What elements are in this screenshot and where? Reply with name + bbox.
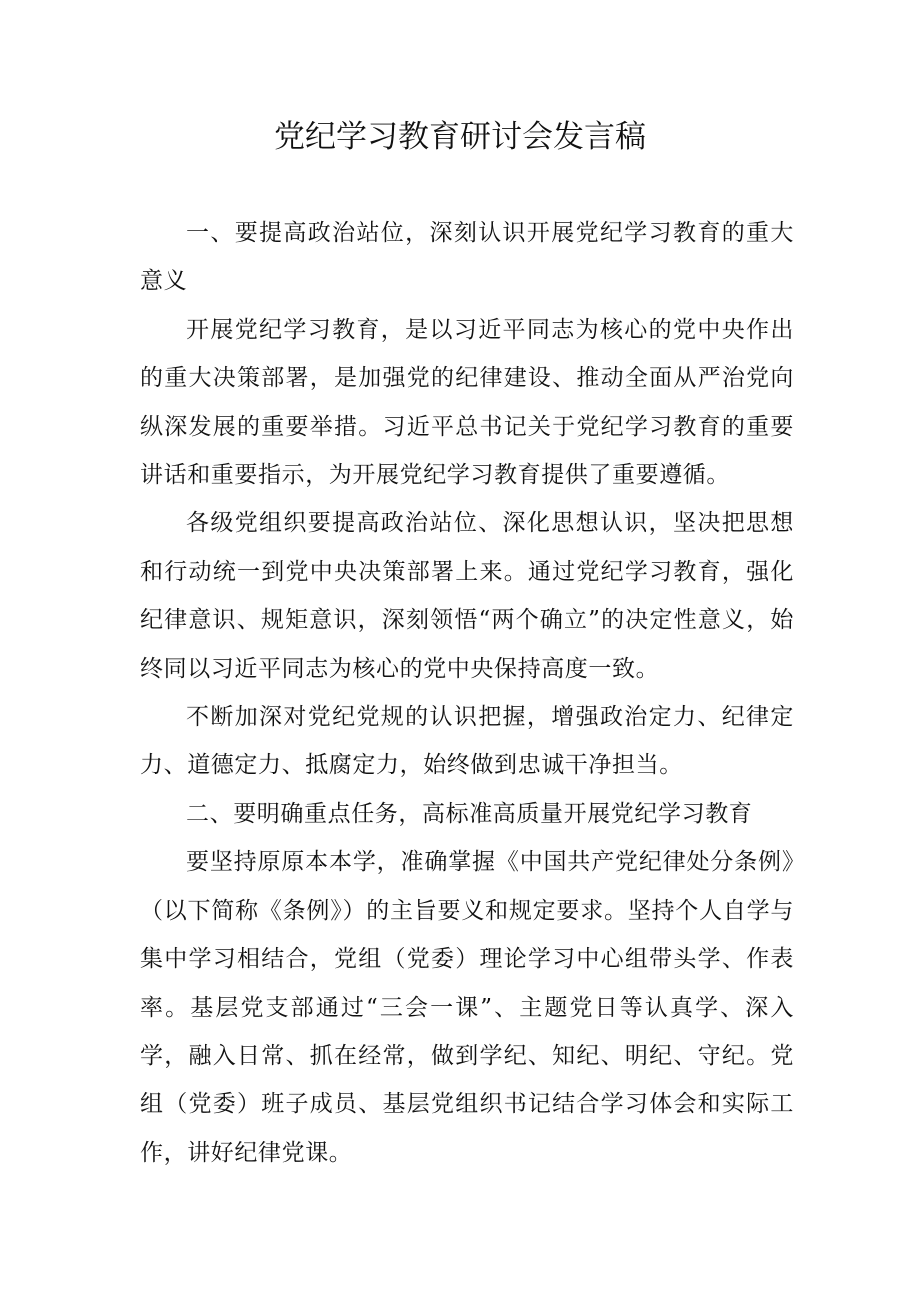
paragraph-4: 要坚持原原本本学，准确掌握《中国共产党纪律处分条例》（以下简称《条例》）的主旨要义和规定要求。坚持个人自学与集中学习相结合，党组（党委）理论学习中心组带头学、作表率。基层党支部通过“三会一课”、主题党日等认真学、深入学，融入日常、抓在经常，做到学纪、知纪、明纪、守纪。党组（党委）班子成员、基层党组织书记结合学习体会和实际工作，讲好纪律党课。 <box>140 849 794 1166</box>
section-heading-1: 一、要提高政治站位，深刻认识开展党纪学习教育的重大意义 <box>140 220 794 295</box>
paragraph-2: 各级党组织要提高政治站位、深化思想认识，坚决把思想和行动统一到党中央决策部署上来。通过党纪学习教育，强化纪律意识、规矩意识，深刻领悟“两个确立”的决定性意义，始终同以习近平同志为核心的党中央保持高度一致。 <box>140 510 794 682</box>
section-heading-2: 二、要明确重点任务，高标准高质量开展党纪学习教育 <box>186 800 753 827</box>
paragraph-1: 开展党纪学习教育，是以习近平同志为核心的党中央作出的重大决策部署，是加强党的纪律建设、推动全面从严治党向纵深发展的重要举措。习近平总书记关于党纪学习教育的重要讲话和重要指示，为开展党纪学习教育提供了重要遵循。 <box>140 316 794 489</box>
paragraph-3: 不断加深对党纪党规的认识把握，增强政治定力、纪律定力、道德定力、抵腐定力，始终做到忠诚干净担当。 <box>140 704 794 779</box>
document-body <box>140 209 794 1177</box>
document-title: 党纪学习教育研讨会发言稿 <box>274 119 646 155</box>
